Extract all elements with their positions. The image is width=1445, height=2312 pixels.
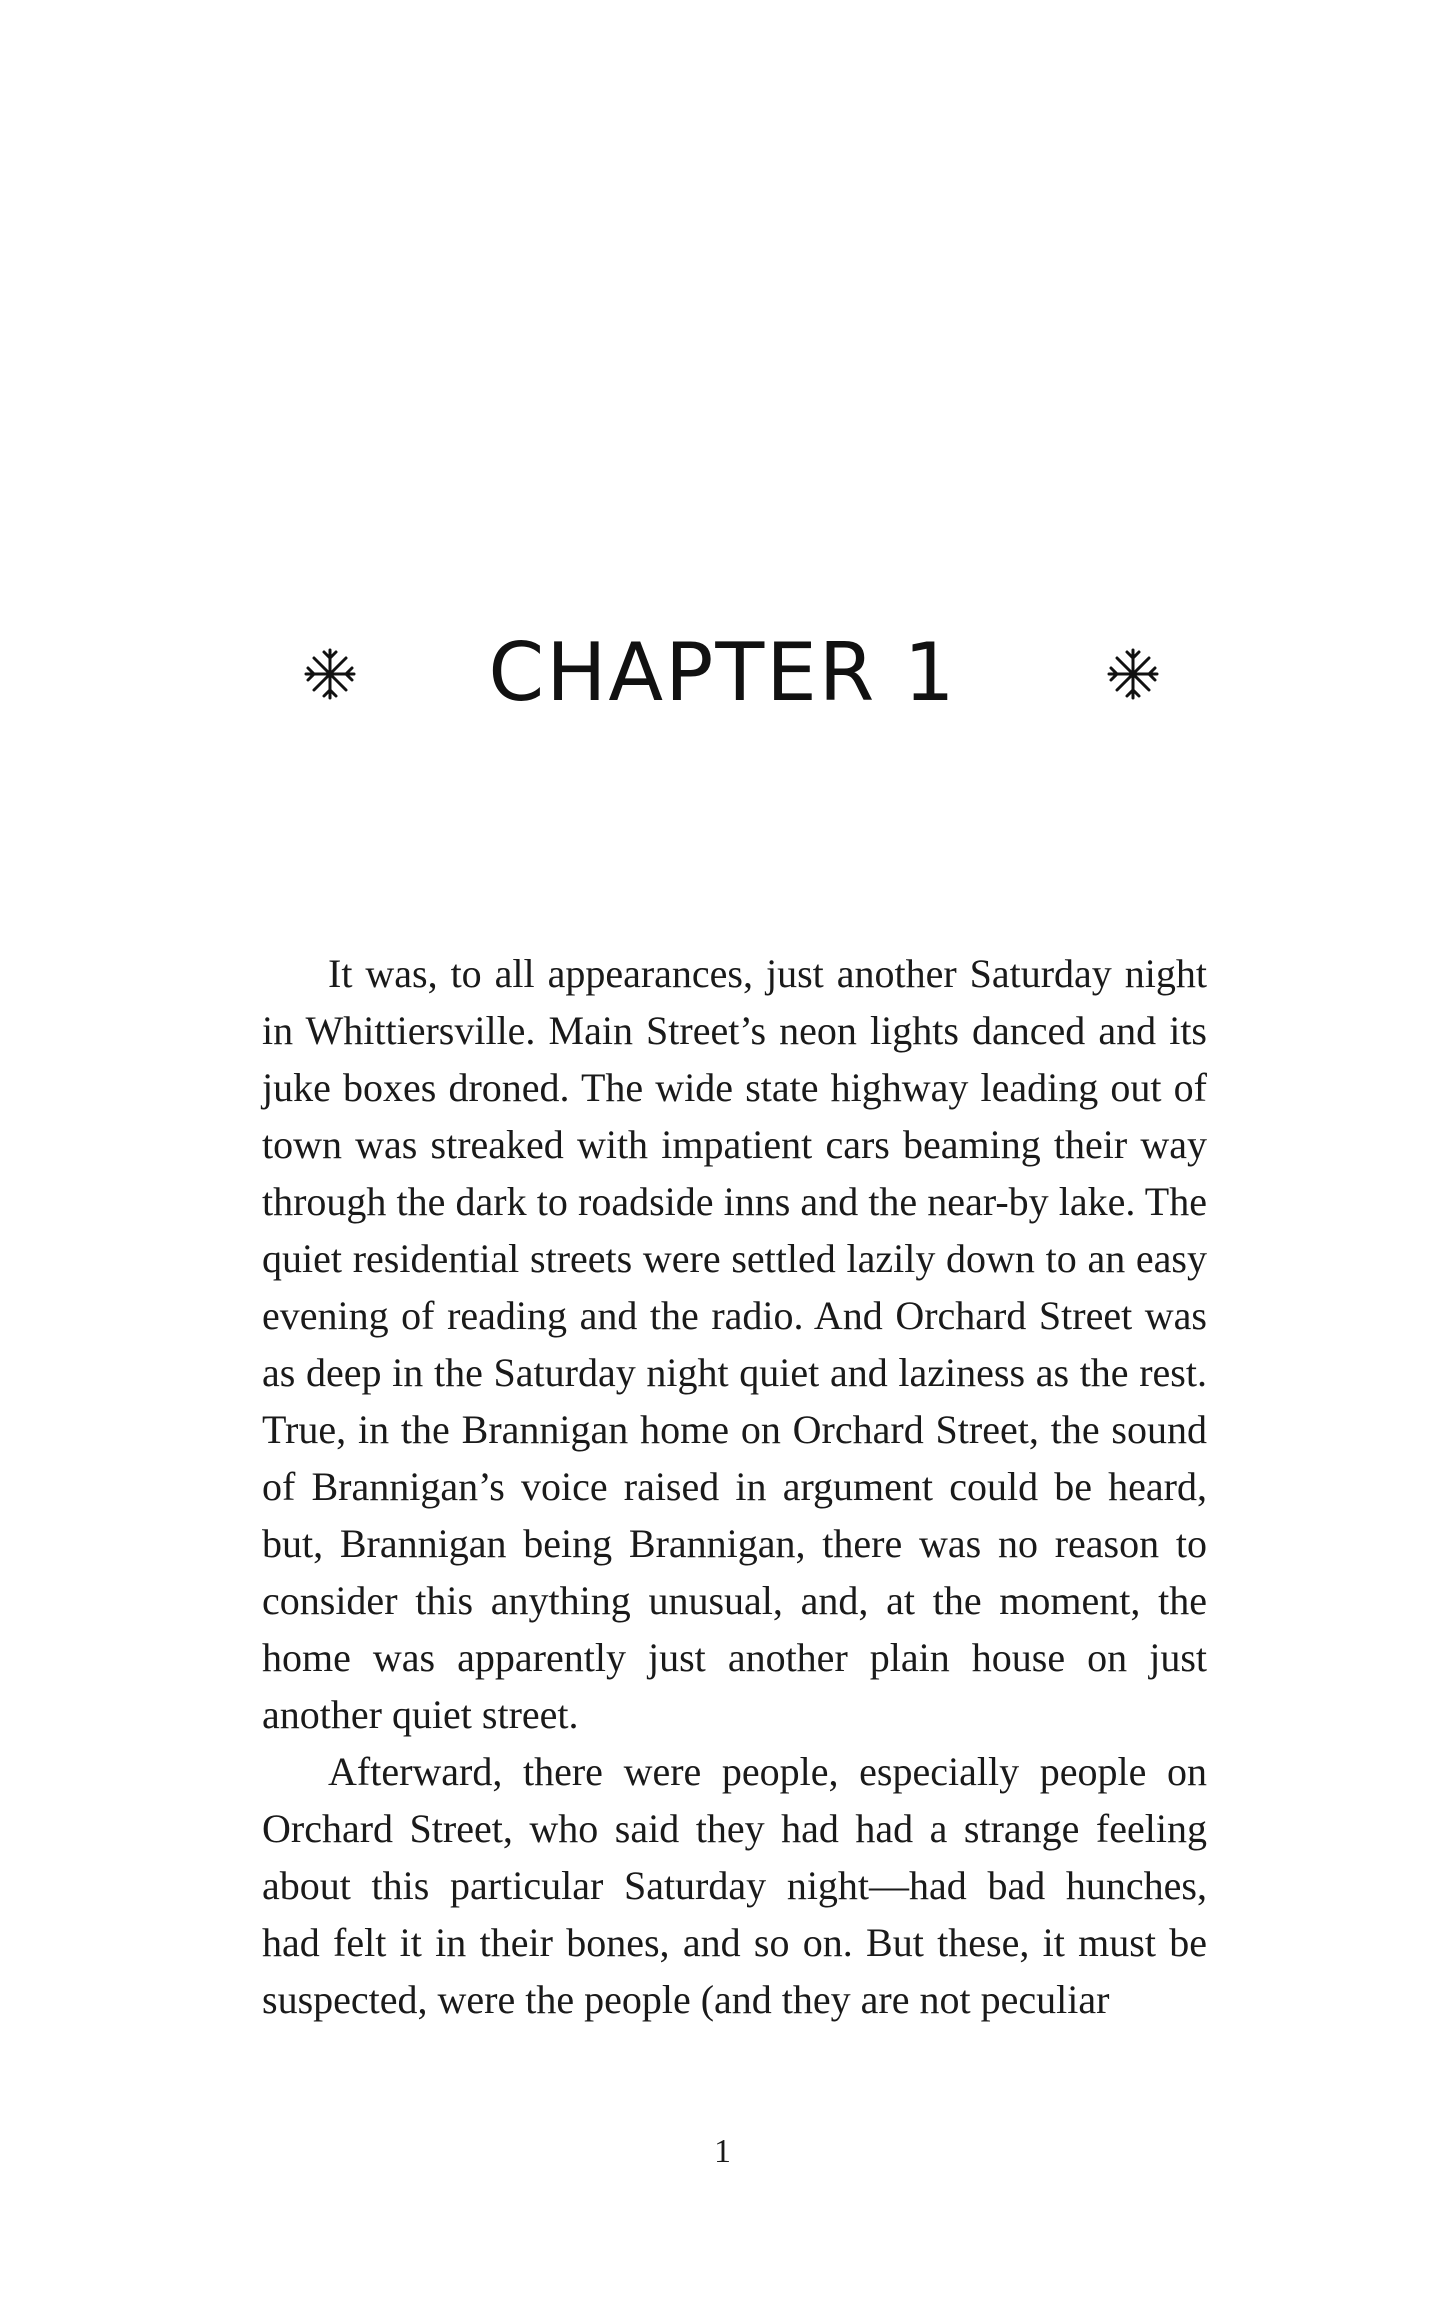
page-number: 1 bbox=[714, 2133, 731, 2170]
chapter-heading bbox=[0, 618, 1445, 728]
paragraph: Afterward, there were people, especially people on Orchard Street, who said they had had a strange feeling about this particular Saturday night—had bad hunches, had felt it in their bones, and so on. But these, it must be suspected, were the people (and they are not peculiar bbox=[262, 1749, 1207, 2022]
paragraph: It was, to all appearances, just another Saturday night in Whittiersville. Main Street’s neon lights danced and its juke boxes droned. The wide state highway leading out of town was streaked with impatient cars beaming their way through the dark to roadside inns and the near-by lake. The quiet residential streets were settled lazily down to an easy evening of reading and the radio. And Orchard Street was as deep in the Saturday night quiet and laziness as the rest. True, in the Brannigan home on Orchard Street, the sound of Brannigan’s voice raised in argument could be heard, but, Brannigan being Brannigan, there was no reason to consider this anything unusual, and, at the moment, the home was apparently just another plain house on just another quiet street. bbox=[262, 951, 1207, 1737]
body-text bbox=[262, 945, 1207, 2028]
snowflake-ornament-icon bbox=[1105, 646, 1161, 702]
chapter-title: CHAPTER 1 bbox=[488, 626, 957, 719]
